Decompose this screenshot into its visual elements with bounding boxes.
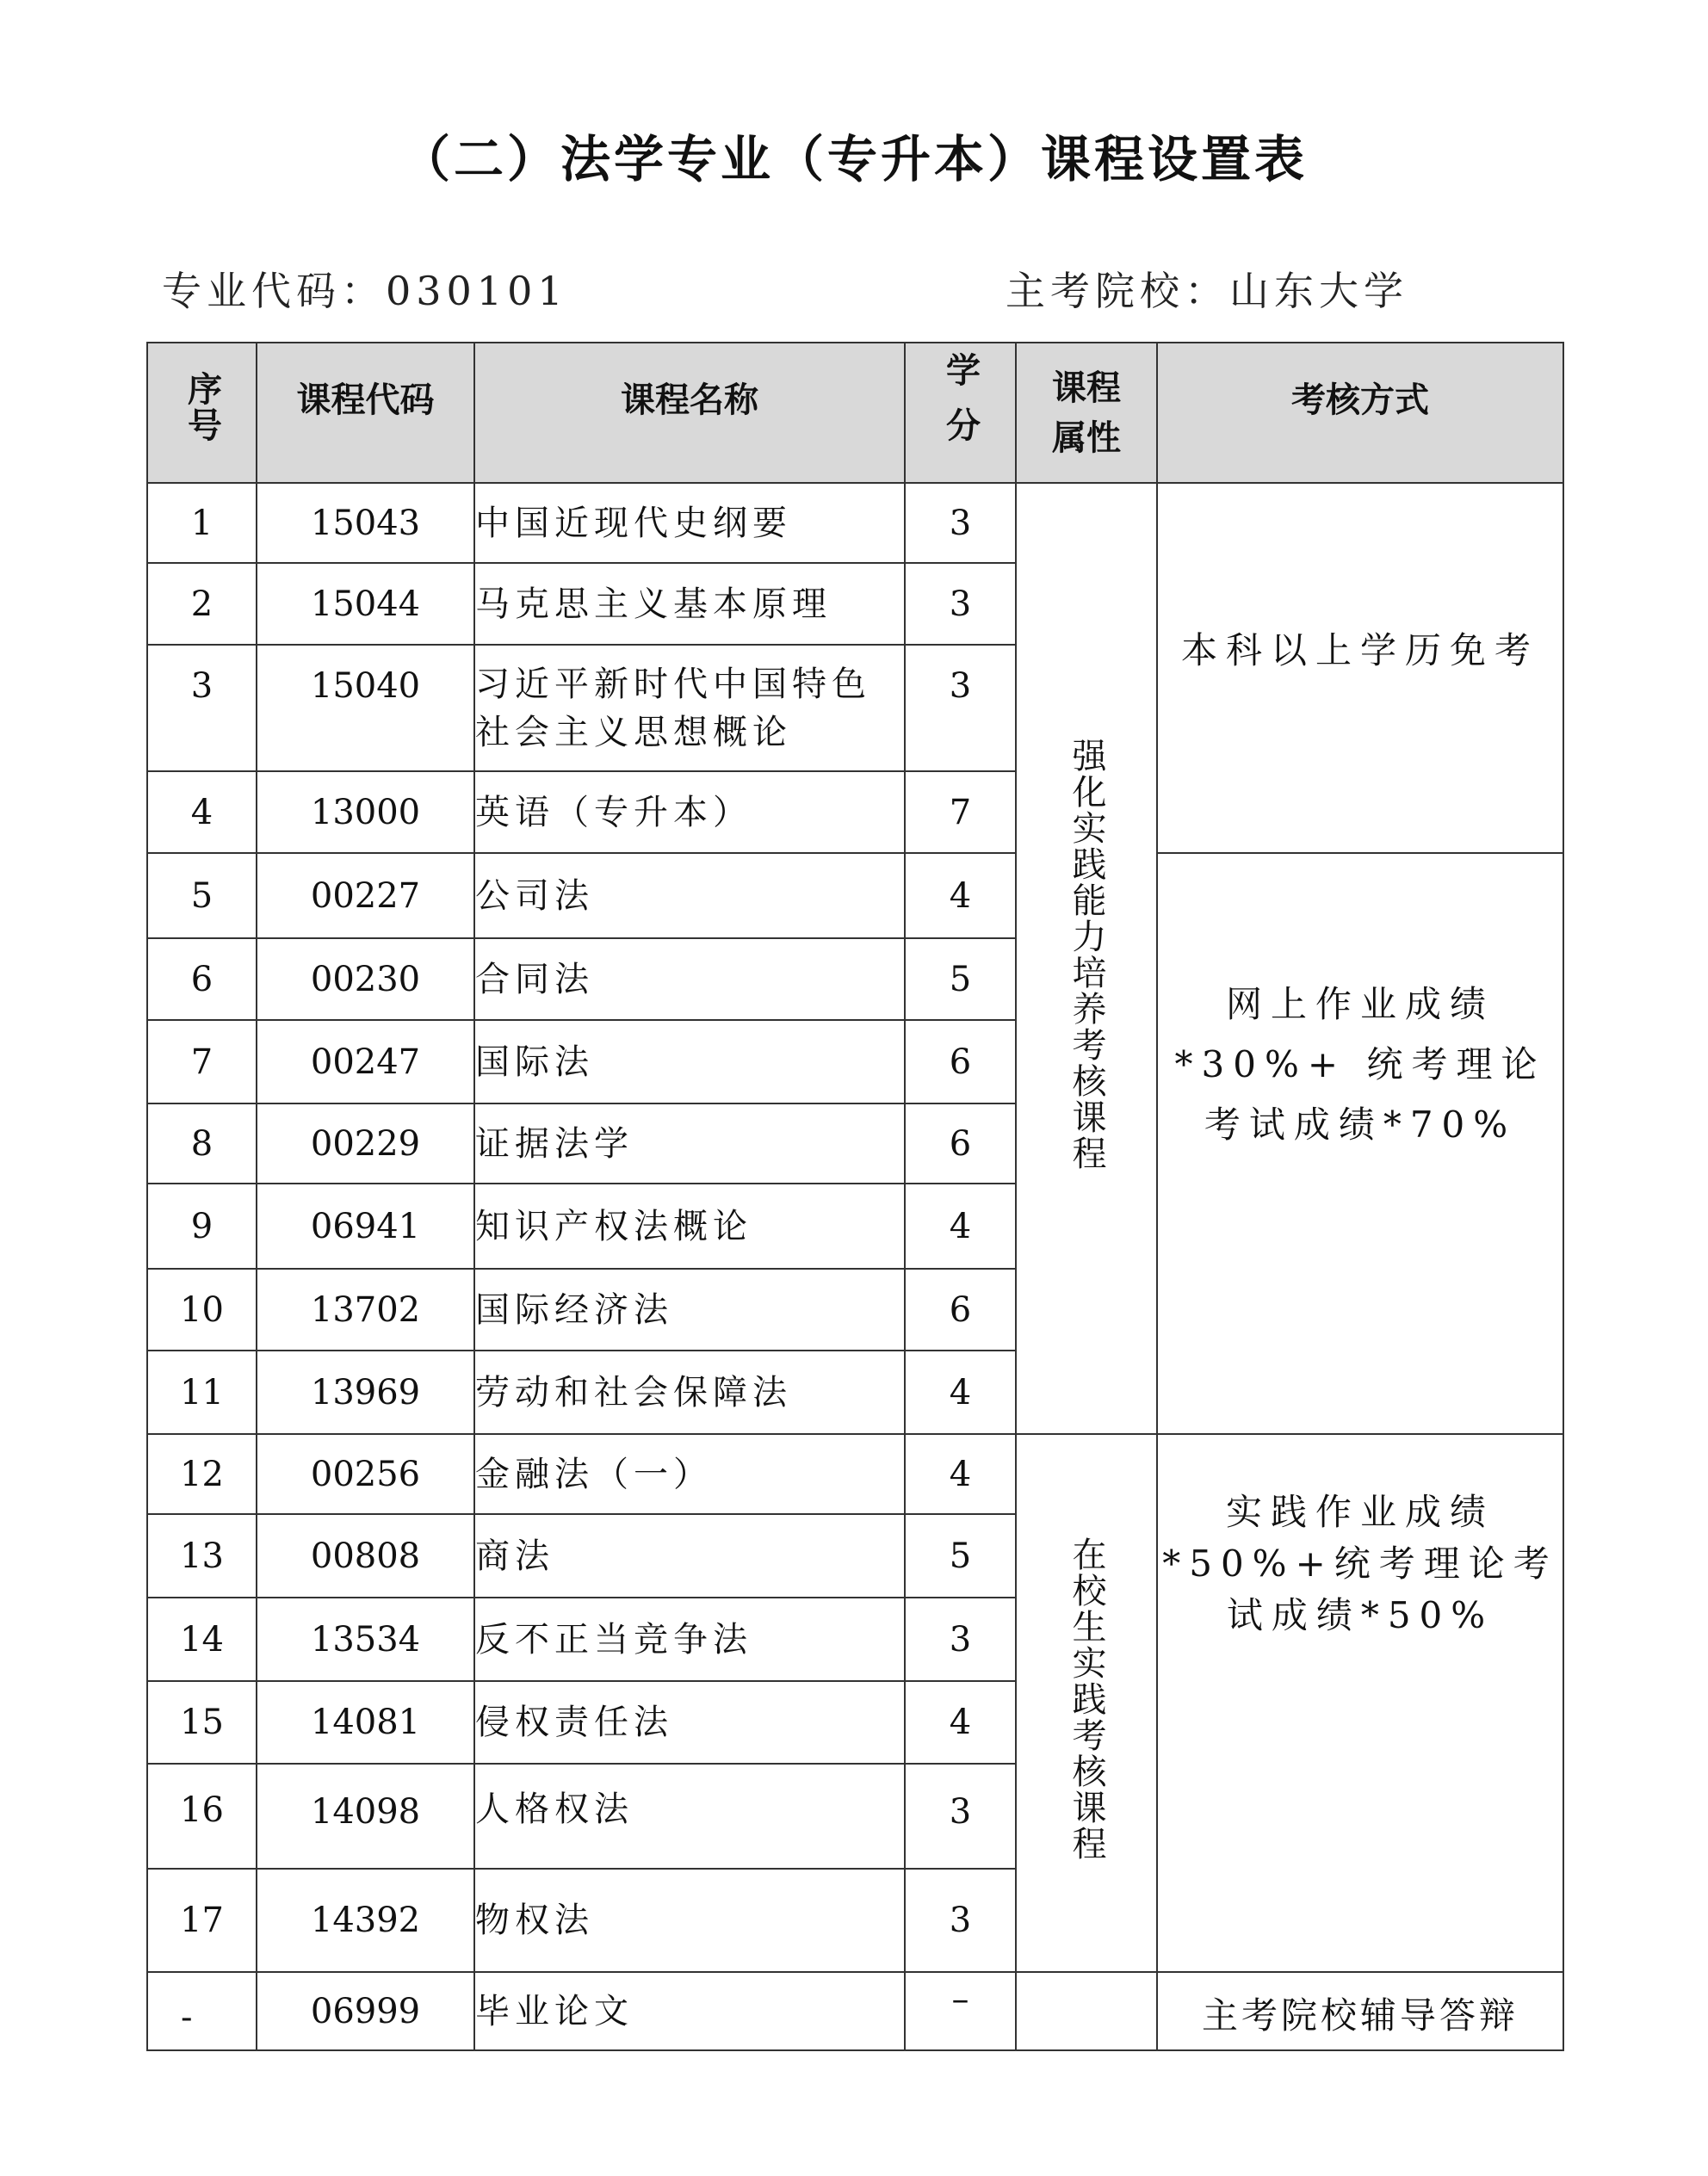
name-cell: 金融法（一） bbox=[474, 1434, 905, 1514]
name-cell: 国际经济法 bbox=[474, 1269, 905, 1351]
name-cell: 劳动和社会保障法 bbox=[474, 1351, 905, 1434]
credit-cell: 4 bbox=[905, 1184, 1016, 1269]
table-row-thesis bbox=[147, 1972, 1563, 2050]
credit-cell: – bbox=[905, 1972, 1016, 2050]
attr-cell-group1: 强化实践能力培养考核课程 bbox=[1016, 483, 1157, 1434]
table-row bbox=[147, 483, 1563, 563]
seq-cell: 13 bbox=[147, 1514, 257, 1598]
name-cell: 反不正当竞争法 bbox=[474, 1598, 905, 1681]
code-cell: 13534 bbox=[257, 1598, 474, 1681]
seq-cell: 1 bbox=[147, 483, 257, 563]
seq-cell: 8 bbox=[147, 1103, 257, 1184]
exam-cell-exempt: 本科以上学历免考 bbox=[1157, 483, 1563, 853]
name-cell: 知识产权法概论 bbox=[474, 1184, 905, 1269]
credit-cell: 7 bbox=[905, 771, 1016, 853]
attr-cell-group2: 在校生实践考核课程 bbox=[1016, 1434, 1157, 1972]
seq-cell: 4 bbox=[147, 771, 257, 853]
code-cell: 06999 bbox=[257, 1972, 474, 2050]
seq-cell: 5 bbox=[147, 853, 257, 938]
credit-cell: 4 bbox=[905, 1434, 1016, 1514]
name-cell: 习近平新时代中国特色社会主义思想概论 bbox=[474, 645, 905, 771]
name-cell: 物权法 bbox=[474, 1869, 905, 1972]
seq-cell: 14 bbox=[147, 1598, 257, 1681]
code-cell: 00256 bbox=[257, 1434, 474, 1514]
table-header-row bbox=[147, 343, 1563, 483]
seq-cell: 6 bbox=[147, 938, 257, 1020]
credit-cell: 3 bbox=[905, 1869, 1016, 1972]
seq-cell: 17 bbox=[147, 1869, 257, 1972]
credit-cell: 5 bbox=[905, 1514, 1016, 1598]
credit-cell: 4 bbox=[905, 853, 1016, 938]
table-row bbox=[147, 1434, 1563, 1514]
seq-cell: 9 bbox=[147, 1184, 257, 1269]
seq-cell: 3 bbox=[147, 645, 257, 771]
course-table bbox=[146, 342, 1564, 2051]
seq-cell: 10 bbox=[147, 1269, 257, 1351]
code-cell: 13000 bbox=[257, 771, 474, 853]
code-cell: 13702 bbox=[257, 1269, 474, 1351]
credit-cell: 3 bbox=[905, 645, 1016, 771]
header-attr: 课程属性 bbox=[1016, 343, 1157, 483]
credit-cell: 3 bbox=[905, 1764, 1016, 1869]
table-row bbox=[147, 853, 1563, 938]
header-exam: 考核方式 bbox=[1157, 343, 1563, 483]
exam-cell-practice: 实践作业成绩*50%+统考理论考试成绩*50% bbox=[1157, 1434, 1563, 1972]
name-cell: 人格权法 bbox=[474, 1764, 905, 1869]
credit-cell: 4 bbox=[905, 1681, 1016, 1764]
name-cell: 马克思主义基本原理 bbox=[474, 563, 905, 645]
credit-cell: 4 bbox=[905, 1351, 1016, 1434]
seq-cell: 11 bbox=[147, 1351, 257, 1434]
seq-cell: 12 bbox=[147, 1434, 257, 1514]
header-code: 课程代码 bbox=[257, 343, 474, 483]
name-cell: 毕业论文 bbox=[474, 1972, 905, 2050]
credit-cell: 5 bbox=[905, 938, 1016, 1020]
name-cell: 公司法 bbox=[474, 853, 905, 938]
name-cell: 侵权责任法 bbox=[474, 1681, 905, 1764]
name-cell: 证据法学 bbox=[474, 1103, 905, 1184]
code-cell: 06941 bbox=[257, 1184, 474, 1269]
header-seq: 序号 bbox=[147, 343, 257, 483]
code-cell: 00247 bbox=[257, 1020, 474, 1103]
name-cell: 英语（专升本） bbox=[474, 771, 905, 853]
credit-cell: 3 bbox=[905, 483, 1016, 563]
code-cell: 00229 bbox=[257, 1103, 474, 1184]
name-cell: 中国近现代史纲要 bbox=[474, 483, 905, 563]
name-cell: 商法 bbox=[474, 1514, 905, 1598]
page-title: （二）法学专业（专升本）课程设置表 bbox=[399, 130, 1308, 189]
exam-cell-online: 网上作业成绩*30%+ 统考理论考试成绩*70% bbox=[1157, 853, 1563, 1434]
credit-cell: 6 bbox=[905, 1269, 1016, 1351]
code-cell: 15044 bbox=[257, 563, 474, 645]
credit-cell: 3 bbox=[905, 563, 1016, 645]
credit-cell: 6 bbox=[905, 1020, 1016, 1103]
seq-cell: 2 bbox=[147, 563, 257, 645]
header-credit: 学分 bbox=[905, 343, 1016, 483]
code-cell: 00230 bbox=[257, 938, 474, 1020]
credit-cell: 3 bbox=[905, 1598, 1016, 1681]
seq-cell: 7 bbox=[147, 1020, 257, 1103]
exam-school: 主考院校：山东大学 bbox=[1006, 268, 1408, 314]
code-cell: 15043 bbox=[257, 483, 474, 563]
credit-cell: 6 bbox=[905, 1103, 1016, 1184]
code-cell: 14081 bbox=[257, 1681, 474, 1764]
name-cell: 国际法 bbox=[474, 1020, 905, 1103]
code-cell: 00227 bbox=[257, 853, 474, 938]
code-cell: 13969 bbox=[257, 1351, 474, 1434]
major-code: 专业代码：030101 bbox=[162, 268, 568, 314]
exam-cell-thesis: 主考院校辅导答辩 bbox=[1157, 1972, 1563, 2050]
code-cell: 14098 bbox=[257, 1764, 474, 1869]
code-cell: 15040 bbox=[257, 645, 474, 771]
code-cell: 14392 bbox=[257, 1869, 474, 1972]
code-cell: 00808 bbox=[257, 1514, 474, 1598]
seq-cell: 15 bbox=[147, 1681, 257, 1764]
seq-cell: - bbox=[147, 1972, 257, 2050]
header-name: 课程名称 bbox=[474, 343, 905, 483]
name-cell: 合同法 bbox=[474, 938, 905, 1020]
attr-cell-thesis bbox=[1016, 1972, 1157, 2050]
seq-cell: 16 bbox=[147, 1764, 257, 1869]
